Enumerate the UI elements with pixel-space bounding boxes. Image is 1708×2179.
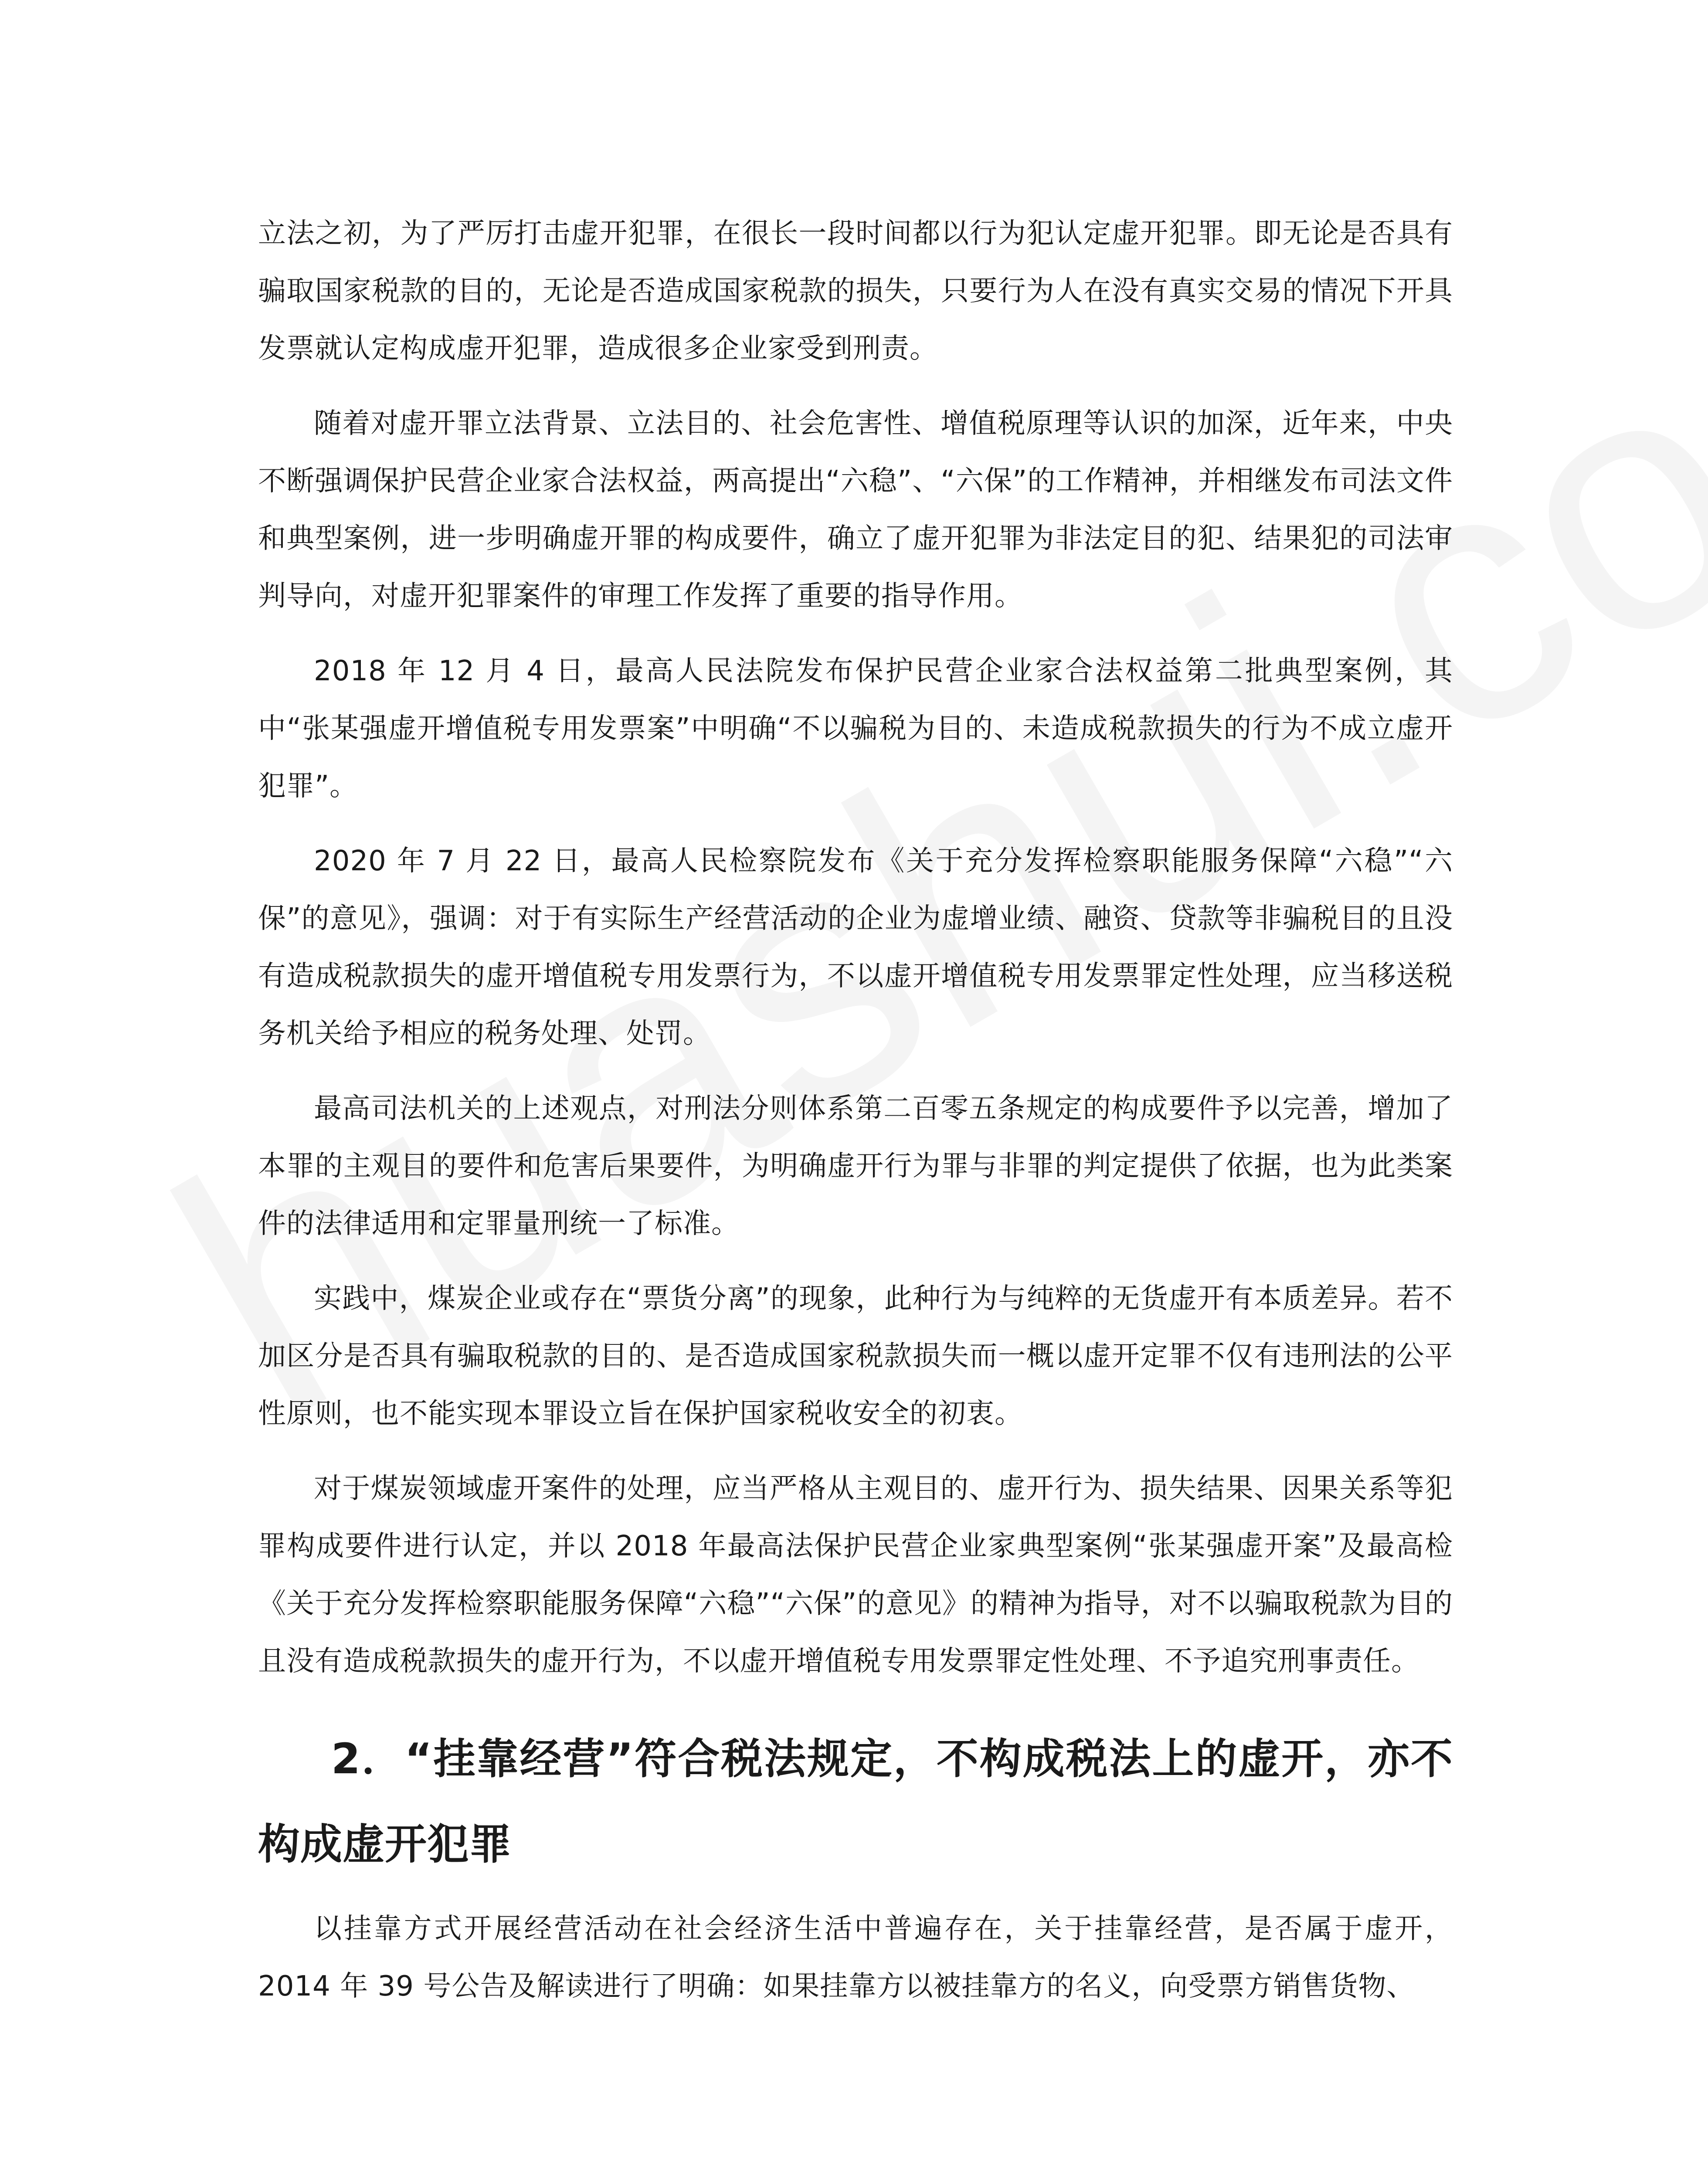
paragraph-1: 立法之初，为了严厉打击虚开犯罪，在很长一段时间都以行为犯认定虚开犯罪。即无论是否具有骗取国家税款的目的，无论是否造成国家税款的损失，只要行为人在没有真实交易的情况下开具发票就认定构成虚开犯罪，造成很多企业家受到刑责。: [258, 217, 1453, 365]
section-heading: 2．“挂靠经营”符合税法规定，不构成税法上的虚开，亦不构成虚开犯罪: [258, 1734, 1453, 1869]
paragraph-7: 对于煤炭领域虚开案件的处理，应当严格从主观目的、虚开行为、损失结果、因果关系等犯罪构成要件进行认定，并以 2018 年最高法保护民营企业家典型案例“张某强虚开案”及最高检《关于充分发挥检察职能服务保障“六稳”“六保”的意见》的精神为指导，对不以骗取税款为目的且没有造成税款损失的虚开行为，不以虚开增值税专用发票罪定性处理、不予追究刑事责任。: [258, 1473, 1453, 1677]
paragraph-3: 2018 年 12 月 4 日，最高人民法院发布保护民营企业家合法权益第二批典型案例，其中“张某强虚开增值税专用发票案”中明确“不以骗税为目的、未造成税款损失的行为不成立虚开犯罪”。: [258, 655, 1453, 802]
paragraph-8: 以挂靠方式开展经营活动在社会经济生活中普遍存在，关于挂靠经营，是否属于虚开，2014 年 39 号公告及解读进行了明确：如果挂靠方以被挂靠方的名义，向受票方销售货物、: [258, 1913, 1453, 2003]
paragraph-5: 最高司法机关的上述观点，对刑法分则体系第二百零五条规定的构成要件予以完善，增加了本罪的主观目的要件和危害后果要件，为明确虚开行为罪与非罪的判定提供了依据，也为此类案件的法律适用和定罪量刑统一了标准。: [258, 1093, 1453, 1240]
paragraph-2: 随着对虚开罪立法背景、立法目的、社会危害性、增值税原理等认识的加深，近年来，中央不断强调保护民营企业家合法权益，两高提出“六稳”、“六保”的工作精神，并相继发布司法文件和典型案例，进一步明确虚开罪的构成要件，确立了虚开犯罪为非法定目的犯、结果犯的司法审判导向，对虚开犯罪案件的审理工作发挥了重要的指导作用。: [258, 407, 1453, 612]
paragraph-6: 实践中，煤炭企业或存在“票货分离”的现象，此种行为与纯粹的无货虚开有本质差异。若不加区分是否具有骗取税款的目的、是否造成国家税款损失而一概以虚开定罪不仅有违刑法的公平性原则，也不能实现本罪设立旨在保护国家税收安全的初衷。: [258, 1283, 1453, 1430]
document-body: [258, 205, 1453, 2015]
paragraph-4: 2020 年 7 月 22 日，最高人民检察院发布《关于充分发挥检察职能服务保障“六稳”“六保”的意见》，强调：对于有实际生产经营活动的企业为虚增业绩、融资、贷款等非骗税目的且没有造成税款损失的虚开增值税专用发票行为，不以虚开增值税专用发票罪定性处理，应当移送税务机关给予相应的税务处理、处罚。: [258, 845, 1453, 1050]
